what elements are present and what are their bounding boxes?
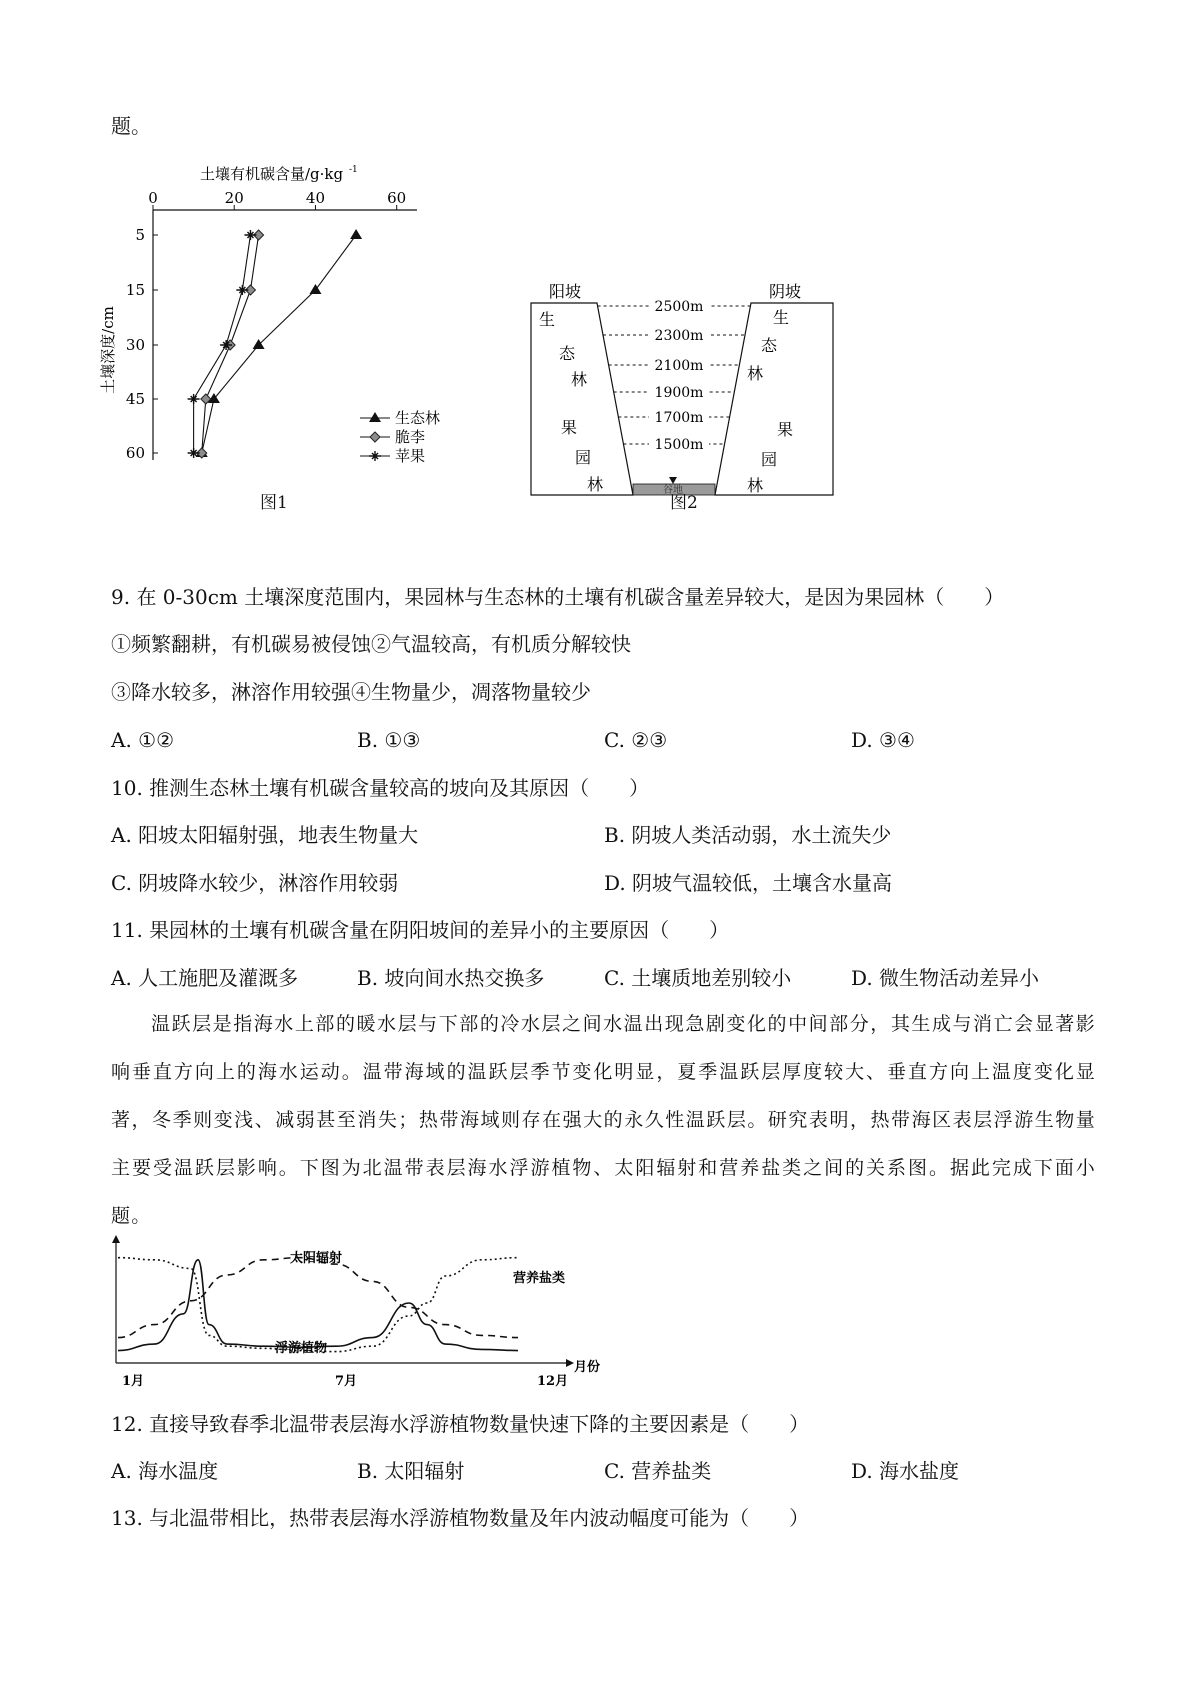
q10-option-a[interactable]: A. 阳坡太阳辐射强，地表生物量大 [111,823,419,847]
fig1-point-0-1 [309,284,321,294]
fig1-x-tick-3: 60 [387,189,407,207]
q10-option-b[interactable]: B. 阴坡人类活动弱，水土流失少 [604,823,892,847]
fig1-x-tick-2: 40 [305,189,326,207]
solar-radiation-label: 太阳辐射 [290,1251,343,1266]
fig1-legend-label-0: 生态林 [395,409,441,427]
fig3-series-1 [118,1258,518,1352]
sunny-slope-label: 阳坡 [548,282,582,301]
fig1-y-tick-1: 15 [125,281,145,299]
fig1-x-tick-0: 0 [148,189,158,207]
q11-option-b[interactable]: B. 坡向间水热交换多 [357,966,545,990]
valley-label: 谷地 [663,485,683,496]
sunny-slope-char-0: 生 [538,310,556,329]
q13-stem: 13. 与北温带相比，热带表层海水浮游植物数量及年内波动幅度可能为（ ） [111,1506,810,1530]
fig2-diagram [525,275,845,515]
sunny-slope-char-5: 林 [586,475,604,494]
figure-2 [525,275,845,515]
q10-option-c[interactable]: C. 阴坡降水较少，淋溶作用较弱 [111,871,399,895]
fig1-xlabel: 土壤有机碳含量/g·kg [200,165,344,183]
fig1-legend-marker-2 [369,451,381,461]
elevation-label-0: 2500m [654,299,704,315]
q10-stem: 10. 推测生态林土壤有机碳含量较高的坡向及其原因（ ） [111,776,650,800]
fig1-point-2-3 [188,394,200,404]
fig1-legend-marker-0 [369,412,381,422]
q9-option-b[interactable]: B. ①③ [357,728,421,752]
shady-slope-label: 阴坡 [768,282,802,301]
sunny-slope-char-3: 果 [560,418,578,437]
q12-option-d[interactable]: D. 海水盐度 [851,1459,960,1483]
shady-slope-char-2: 林 [746,364,764,383]
x-tick-jan: 1月 [122,1374,145,1389]
q10-option-d[interactable]: D. 阴坡气温较低，土壤含水量高 [604,871,893,895]
x-axis-unit: 月份 [574,1360,601,1375]
q11-option-a[interactable]: A. 人工施肥及灌溉多 [111,966,299,990]
q12-option-a[interactable]: A. 海水温度 [111,1459,219,1483]
q9-stem: 9. 在 0-30cm 土壤深度范围内，果园林与生态林的土壤有机碳含量差异较大，是因为果园林（ ） [111,585,1005,609]
q11-option-d[interactable]: D. 微生物活动差异小 [851,966,1040,990]
fig1-y-tick-2: 30 [125,336,145,354]
fig1-xlabel-sup: -1 [349,165,358,175]
fig1-y-tick-4: 60 [125,444,145,462]
fig3-chart [100,1235,620,1395]
figure-3 [100,1235,620,1395]
fig3-series-0 [118,1258,518,1338]
shady-slope-char-4: 园 [760,450,778,469]
fig2-caption: 图2 [670,493,698,513]
q9-statement-2: ③降水较多，淋溶作用较强④生物量少，凋落物量较少 [111,680,591,704]
q9-option-d[interactable]: D. ③④ [851,728,915,752]
figure-1 [95,160,475,513]
fig3-series-2 [118,1260,518,1351]
q11-stem: 11. 果园林的土壤有机碳含量在阴阳坡间的差异小的主要原因（ ） [111,918,730,942]
fig1-chart [95,160,475,510]
fig1-ylabel: 土壤深度/cm [99,306,117,394]
fig1-point-2-0 [244,230,256,240]
sunny-slope-char-4: 园 [574,448,592,467]
elevation-label-2: 2100m [654,358,704,374]
shady-slope-char-5: 林 [746,476,764,495]
fig1-legend-label-1: 脆李 [395,428,426,446]
elevation-label-4: 1700m [654,410,704,426]
elevation-label-3: 1900m [654,385,704,401]
shady-slope-char-1: 态 [760,336,778,355]
q11-option-c[interactable]: C. 土壤质地差别较小 [604,966,792,990]
elevation-label-1: 2300m [654,328,704,344]
shady-slope-char-3: 果 [776,420,794,439]
q12-option-c[interactable]: C. 营养盐类 [604,1459,712,1483]
q9-option-c[interactable]: C. ②③ [604,728,668,752]
fig1-legend-marker-1 [370,432,380,442]
plankton-label: 浮游植物 [275,1341,328,1356]
x-tick-dec: 12月 [537,1374,569,1389]
q12-stem: 12. 直接导致春季北温带表层海水浮游植物数量快速下降的主要因素是（ ） [111,1412,810,1436]
fig1-y-tick-0: 5 [135,226,145,244]
intro-tail: 题。 [111,114,151,138]
fig1-point-2-1 [236,285,248,295]
elevation-label-5: 1500m [654,437,704,453]
q12-option-b[interactable]: B. 太阳辐射 [357,1459,465,1483]
fig1-y-tick-3: 45 [125,390,145,408]
fig1-caption: 图1 [260,493,288,513]
fig1-legend-label-2: 苹果 [395,447,426,465]
sunny-slope-char-1: 态 [558,344,576,363]
x-tick-jul: 7月 [335,1374,358,1389]
sunny-slope-char-2: 林 [570,370,588,389]
fig1-series-line-2 [194,235,251,453]
fig1-point-0-0 [350,229,362,239]
passage: 温跃层是指海水上部的暖水层与下部的冷水层之间水温出现急剧变化的中间部分，其生成与消亡会显著影响垂直方向上的海水运动。温带海域的温跃层季节变化明显，夏季温跃层厚度较大、垂直方向上温度变化显著，冬季则变浅、减弱甚至消失；热带海域则存在强大的永久性温跃层。研究表明，热带海区表层浮游生物量主要受温跃层影响。下图为北温带表层海水浮游植物、太阳辐射和营养盐类之间的关系图。据此完成下面小题。 [111,1013,1096,1227]
shady-slope-char-0: 生 [772,308,790,327]
q9-option-a[interactable]: A. ①② [111,728,175,752]
nutrients-label: 营养盐类 [513,1271,566,1286]
q9-statement-1: ①频繁翻耕，有机碳易被侵蚀②气温较高，有机质分解较快 [111,632,631,656]
fig1-x-tick-1: 20 [224,189,244,207]
